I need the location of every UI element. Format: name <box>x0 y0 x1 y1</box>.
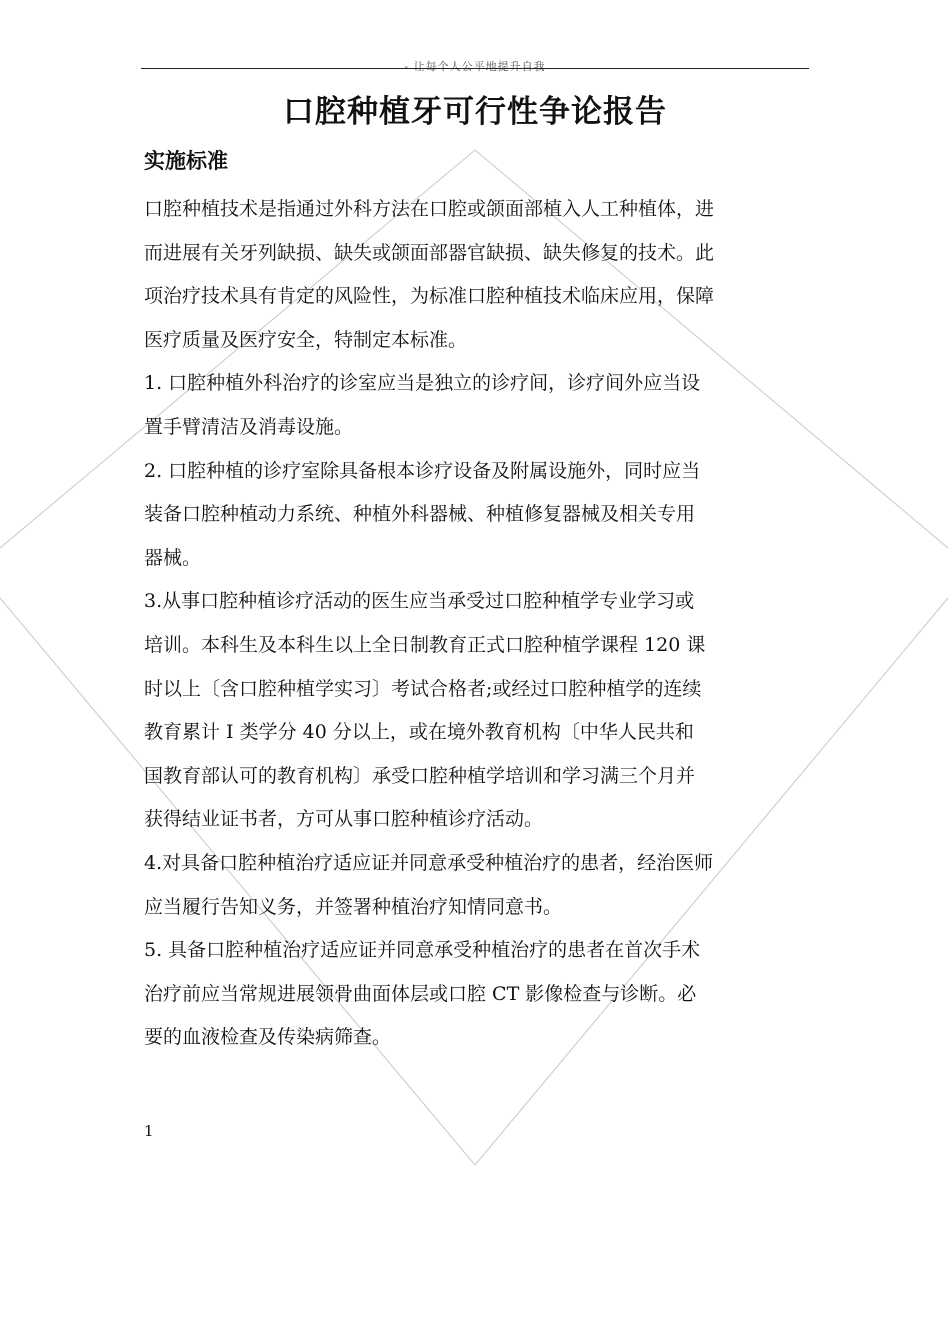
text-line: 国教育部认可的教育机构〕承受口腔种植学培训和学习满三个月并 <box>144 764 696 787</box>
paragraph-intro <box>144 188 824 362</box>
text-line: 时以上〔含口腔种植学实习〕考试合格者;或经过口腔种植学的连续 <box>144 677 702 700</box>
text-line: 5. 具备口腔种植治疗适应证并同意承受种植治疗的患者在首次手术 <box>144 939 701 962</box>
text-line: 置手臂清洁及消毒设施。 <box>144 415 354 438</box>
text-line: 教育累计 I 类学分 40 分以上，或在境外教育机构〔中华人民共和 <box>144 721 694 744</box>
text-line: 1. 口腔种植外科治疗的诊室应当是独立的诊疗间，诊疗间外应当设 <box>144 372 701 395</box>
paragraph-item-5 <box>144 929 824 1060</box>
text-line: 而进展有关牙列缺损、缺失或颌面部器官缺损、缺失修复的技术。此 <box>144 241 715 264</box>
paragraph-item-4 <box>144 842 824 929</box>
text-line: 医疗质量及医疗安全，特制定本标准。 <box>144 328 468 351</box>
text-line: 2. 口腔种植的诊疗室除具备根本诊疗设备及附属设施外，同时应当 <box>144 459 701 482</box>
text-line: 培训。本科生及本科生以上全日制教育正式口腔种植学课程 120 课 <box>144 633 706 656</box>
text-line: 装备口腔种植动力系统、种植外科器械、种植修复器械及相关专用 <box>144 503 696 526</box>
paragraph-item-1 <box>144 362 824 449</box>
text-line: 器械。 <box>144 546 202 569</box>
text-line: 项治疗技术具有肯定的风险性，为标准口腔种植技术临床应用，保障 <box>144 285 715 308</box>
page-number: 1 <box>144 1122 154 1140</box>
text-line: 获得结业证书者，方可从事口腔种植诊疗活动。 <box>144 808 544 831</box>
text-line: 3.从事口腔种植诊疗活动的医生应当承受过口腔种植学专业学习或 <box>144 590 695 613</box>
document-title: 口腔种植牙可行性争论报告 <box>283 94 667 130</box>
running-header: - 让每个人公平地提升自我 <box>404 60 546 73</box>
section-heading: 实施标准 <box>144 149 228 173</box>
document-body <box>144 188 824 1060</box>
text-line: 口腔种植技术是指通过外科方法在口腔或颌面部植入人工种植体，进 <box>144 198 715 220</box>
text-line: 要的血液检查及传染病筛查。 <box>144 1026 392 1049</box>
paragraph-item-3 <box>144 580 824 842</box>
text-line: 4.对具备口腔种植治疗适应证并同意承受种植治疗的患者，经治医师 <box>144 851 714 874</box>
text-line: 治疗前应当常规进展领骨曲面体层或口腔 CT 影像检查与诊断。必 <box>144 982 697 1005</box>
paragraph-item-2 <box>144 450 824 581</box>
text-line: 应当履行告知义务，并签署种植治疗知情同意书。 <box>144 895 563 918</box>
header-rule <box>141 68 809 69</box>
